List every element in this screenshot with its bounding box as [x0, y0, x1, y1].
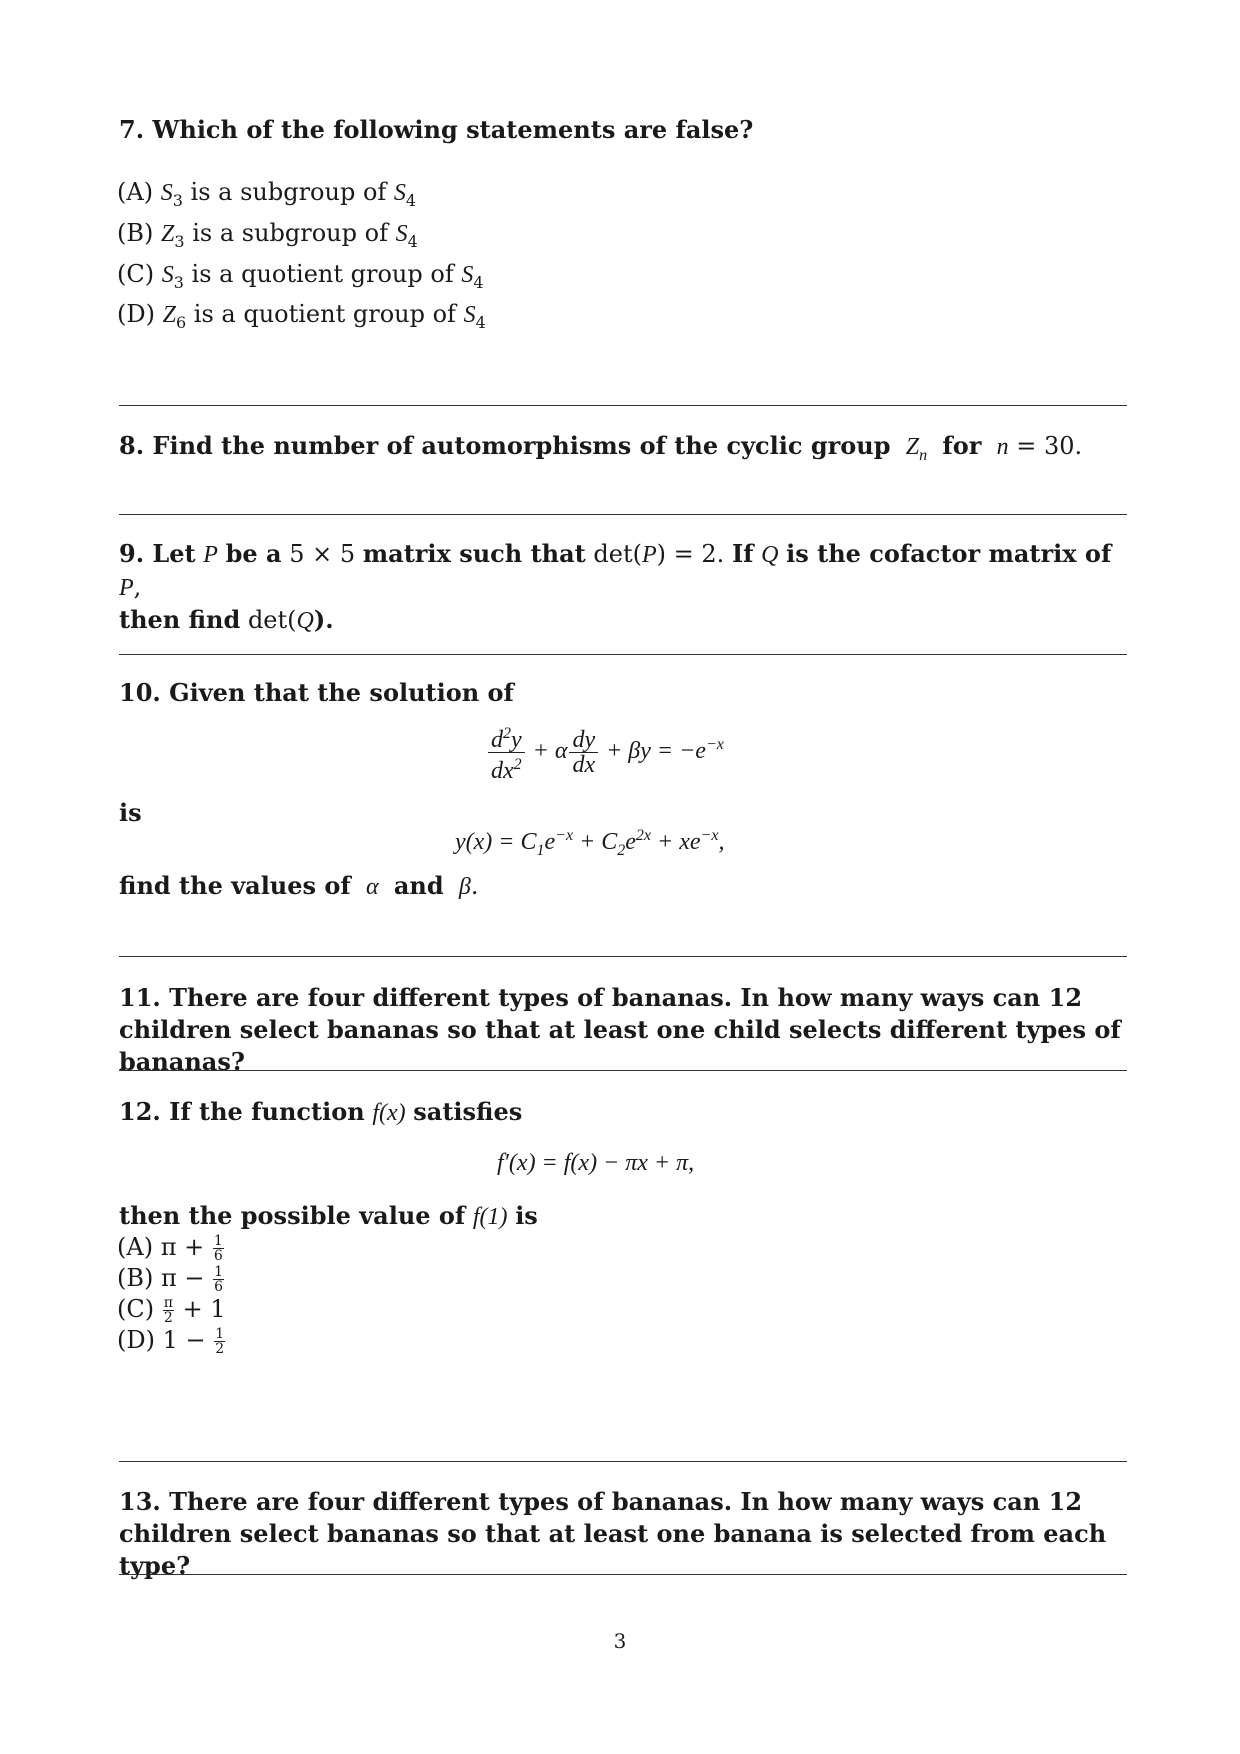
q7-option-d: (D) $Z_6$ is a quotient group of $S_4$ [117, 300, 486, 333]
q10-intro: 10. Given that the solution of [119, 678, 514, 707]
q7-option-b: (B) $Z_3$ is a subgroup of $S_4$ [117, 218, 418, 251]
divider [119, 1574, 1127, 1575]
q8-prompt: 8. Find the number of automorphisms of the cyclic group $Z_n$ for n = 30. [119, 431, 1083, 464]
q12-option-a: (A) π + $\frac{1}{6}$ [117, 1233, 223, 1264]
q10-find: find the values of α and β. [119, 871, 479, 900]
q10-is: is [119, 798, 142, 827]
q12-then: then the possible value of f(1) is [119, 1201, 538, 1230]
q7-option-a: (A) $S_3$ is a subgroup of $S_4$ [117, 178, 417, 210]
q12-option-d: (D) 1 − $\frac{1}{2}$ [117, 1326, 225, 1357]
q11-prompt: 11. There are four different types of bananas. In how many ways can 12 children select bananas so that at least one child selects different types of bananas? [119, 983, 1121, 1076]
page-number: 3 [613, 1629, 627, 1653]
divider [119, 1070, 1127, 1071]
q12-option-c: (C) $\frac{\pi}{2}$ + 1 [117, 1295, 226, 1326]
q12-equation: f′(x) = f(x) − πx + π, [497, 1150, 695, 1176]
q12-prompt: 12. If the function f(x) satisfies [119, 1097, 523, 1126]
divider [119, 405, 1127, 406]
q12-options [117, 1232, 226, 1356]
q12-option-b: (B) π − $\frac{1}{6}$ [117, 1264, 224, 1295]
q10-solution: $y(x) = C_1e^{-x} + C_2e^{2x} + xe^{-x}$, [455, 827, 725, 859]
q10-differential-equation: $\frac{d^2y}{dx^2}$ + α $\frac{dy}{dx}$ + $\beta y = -e^{-x}$ [486, 722, 724, 783]
divider [119, 956, 1127, 957]
q7-options [117, 176, 486, 339]
q7-option-c: (C) $S_3$ is a quotient group of $S_4$ [117, 259, 484, 292]
divider [119, 514, 1127, 515]
q9-prompt: 9. Let P be a 5 × 5 matrix such that det(P) = 2. If Q is the cofactor matrix of P, then find det(Q). [119, 539, 1112, 634]
q7-prompt: 7. Which of the following statements are false? [119, 115, 754, 144]
divider [119, 654, 1127, 655]
q13-prompt: 13. There are four different types of bananas. In how many ways can 12 children select bananas so that at least one banana is selected from each type? [119, 1487, 1107, 1580]
divider [119, 1461, 1127, 1462]
